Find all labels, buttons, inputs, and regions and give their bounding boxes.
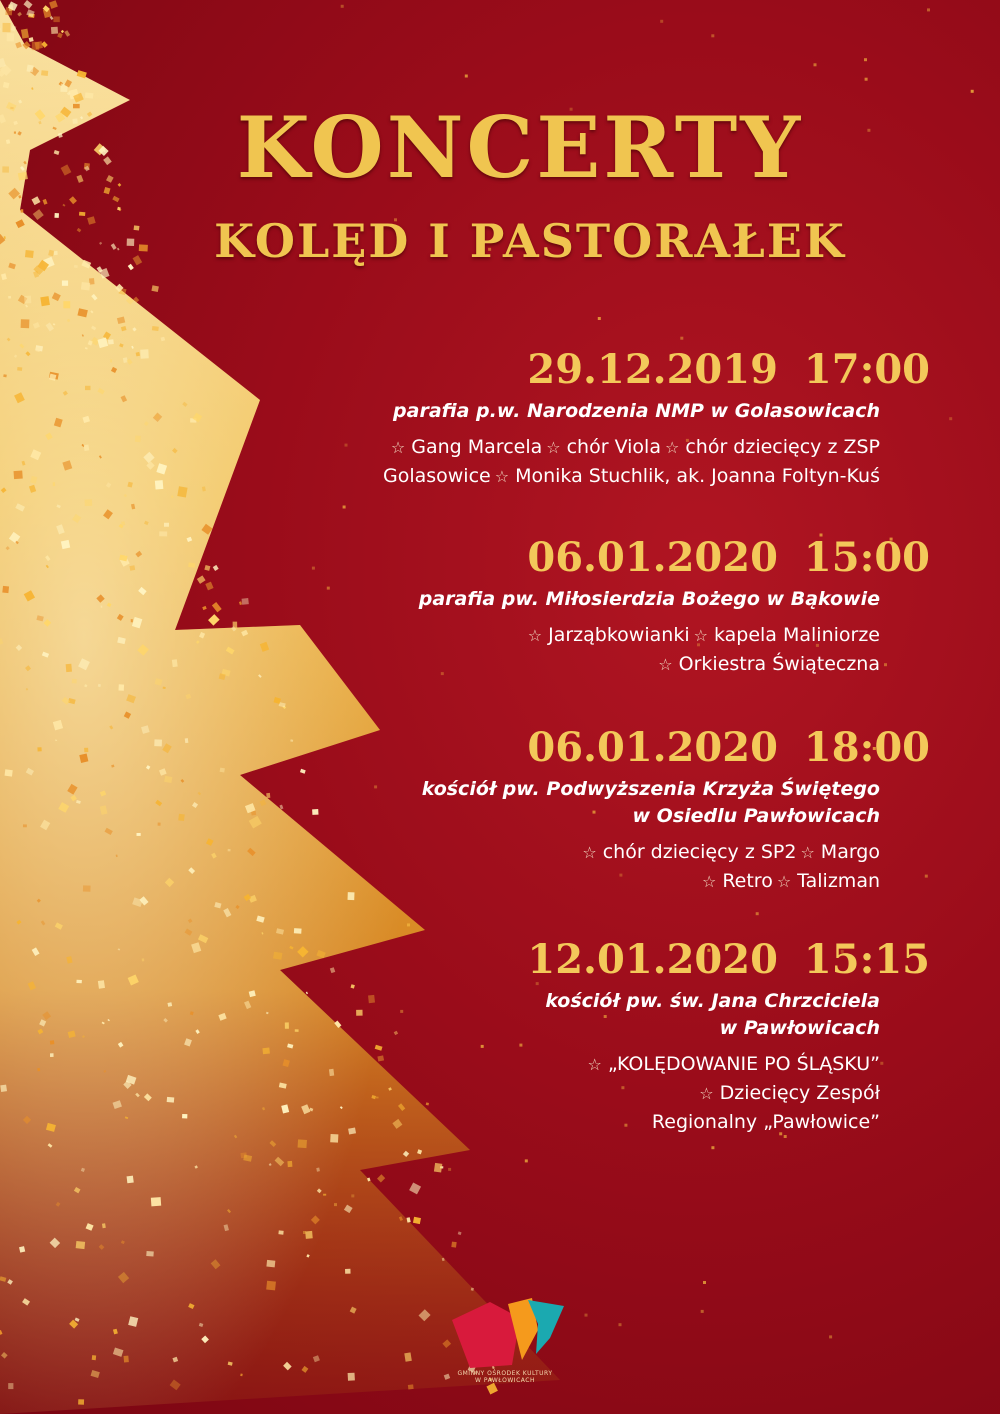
venue-line: parafia p.w. Narodzenia NMP w Golasowicach — [393, 400, 880, 422]
sparkle — [118, 684, 124, 690]
sparkle — [101, 606, 103, 608]
sparkle — [458, 1231, 462, 1235]
performer-name: Jarząbkowianki — [548, 624, 690, 646]
sparkle — [8, 1383, 13, 1389]
sparkle — [92, 1355, 96, 1360]
sparkle — [127, 1176, 134, 1184]
sparkle — [451, 1242, 456, 1248]
sparkle — [167, 1097, 175, 1103]
sparkle — [135, 436, 141, 443]
sparkle — [37, 747, 41, 751]
sparkle — [84, 445, 90, 451]
sparkle — [21, 29, 29, 39]
venue-line: kościół pw. Podwyższenia Krzyża Świętego — [421, 778, 880, 800]
sparkle — [43, 199, 48, 205]
confetti — [680, 337, 683, 340]
sparkle — [110, 359, 112, 362]
performer-line — [260, 1079, 880, 1108]
sparkle — [84, 748, 88, 753]
sparkle — [202, 606, 206, 610]
event-time: 15:00 — [803, 534, 930, 581]
sparkle — [83, 885, 91, 891]
sparkle — [21, 209, 24, 212]
sparkle — [266, 1260, 275, 1267]
sparkle — [155, 480, 164, 489]
event-date: 06.01.2020 — [527, 534, 778, 581]
sparkle — [287, 1161, 292, 1167]
confetti — [619, 1323, 622, 1326]
event-time: 17:00 — [803, 346, 930, 393]
performer-name: Retro — [722, 870, 773, 892]
confetti — [927, 8, 930, 11]
sparkle — [167, 1002, 172, 1007]
event-performers — [260, 1050, 880, 1136]
event-performers — [260, 621, 880, 679]
sparkle — [61, 540, 70, 549]
event-datetime — [260, 936, 930, 984]
confetti — [343, 506, 346, 509]
confetti — [880, 1062, 883, 1065]
event-venue — [260, 988, 880, 1042]
performer-line — [260, 838, 880, 867]
sparkle — [76, 1241, 86, 1249]
sparkle — [41, 70, 48, 76]
confetti — [465, 75, 468, 78]
confetti — [303, 1231, 306, 1234]
performer-name: „KOLĘDOWANIE PO ŚLĄSKU” — [607, 1053, 880, 1075]
sparkle — [63, 301, 70, 308]
event-time: 15:15 — [803, 936, 930, 983]
sparkle — [205, 582, 213, 591]
event-date: 12.01.2020 — [527, 936, 778, 983]
confetti — [407, 923, 410, 926]
sparkle — [66, 664, 72, 672]
confetti — [971, 90, 974, 93]
confetti — [814, 63, 817, 66]
sparkle — [177, 486, 187, 497]
event-time: 18:00 — [803, 724, 930, 771]
venue-line: w Pawłowicach — [719, 1017, 880, 1039]
confetti — [585, 1314, 588, 1317]
star-icon: ☆ — [390, 438, 406, 457]
sparkle — [23, 0, 32, 9]
sparkle — [53, 17, 59, 23]
confetti — [334, 1203, 337, 1206]
event-datetime — [260, 724, 930, 772]
star-icon: ☆ — [699, 1084, 714, 1103]
sparkle — [242, 598, 249, 605]
sparkle — [146, 1251, 154, 1256]
sparkle — [140, 349, 149, 358]
sparkle — [50, 1040, 55, 1044]
sparkle — [98, 980, 105, 989]
star-icon: ☆ — [664, 438, 680, 457]
star-icon: ☆ — [800, 843, 815, 862]
sparkle — [0, 1085, 7, 1092]
performer-line — [260, 1108, 880, 1136]
venue-line: w Osiedlu Pawłowicach — [632, 805, 880, 827]
sparkle — [129, 565, 135, 570]
performer-name: chór dziecięcy z SP2 — [602, 841, 797, 863]
sparkle — [27, 65, 34, 73]
sparkle — [266, 1281, 276, 1291]
confetti — [884, 663, 887, 666]
star-icon: ☆ — [701, 872, 717, 891]
sparkle — [413, 1217, 421, 1224]
star-icon: ☆ — [546, 438, 561, 457]
sparkle — [50, 1053, 54, 1057]
sparkle — [213, 565, 219, 571]
confetti — [829, 1335, 832, 1338]
sparkle — [163, 687, 166, 689]
confetti — [711, 1146, 714, 1149]
sparkle — [212, 602, 222, 612]
confetti — [598, 317, 601, 320]
performer-line — [260, 462, 880, 491]
sparkle — [131, 619, 133, 622]
sparkle — [377, 1174, 385, 1182]
performer-line — [260, 433, 880, 462]
sparkle — [78, 1399, 84, 1404]
confetti — [949, 417, 952, 420]
sparkle — [49, 0, 58, 9]
sparkle — [85, 499, 93, 506]
sparkle — [23, 824, 27, 827]
sparkle — [305, 1231, 313, 1239]
sparkle — [142, 958, 145, 961]
event-venue — [260, 398, 880, 425]
sparkle — [14, 471, 23, 480]
star-icon: ☆ — [527, 626, 543, 645]
performer-name: chór dziecięcy z ZSP — [685, 436, 880, 458]
performer-name: chór Viola — [566, 436, 661, 458]
performer-name: Monika Stuchlik, ak. Joanna Foltyn-Kuś — [515, 465, 880, 487]
confetti — [341, 5, 344, 8]
sparkle — [178, 814, 185, 821]
event-venue — [260, 586, 880, 613]
star-icon: ☆ — [693, 626, 708, 645]
sparkle — [228, 849, 231, 852]
sparkle — [298, 1139, 307, 1148]
sparkle — [5, 769, 13, 776]
sparkle — [108, 339, 114, 344]
event-datetime — [260, 534, 930, 582]
event-datetime — [260, 346, 930, 394]
sparkle — [8, 296, 11, 299]
performer-line — [260, 1050, 880, 1079]
event-3 — [260, 724, 930, 896]
event-date: 06.01.2020 — [527, 724, 778, 771]
sparkle — [51, 27, 58, 34]
confetti — [525, 1159, 528, 1162]
sparkle — [17, 367, 22, 371]
sparkle — [345, 1269, 351, 1274]
sparkle — [158, 823, 161, 826]
performer-name: Dziecięcy Zespół — [719, 1082, 880, 1104]
sparkle — [124, 1356, 129, 1363]
star-icon: ☆ — [582, 843, 597, 862]
sparkle — [164, 523, 169, 527]
sparkle — [24, 296, 31, 304]
sparkle — [409, 1183, 421, 1195]
sparkle — [17, 12, 22, 17]
sparkle — [185, 738, 189, 743]
sparkle — [404, 1352, 412, 1361]
sparkle — [151, 285, 158, 292]
sparkle — [40, 296, 50, 306]
confetti — [351, 1194, 354, 1197]
event-2 — [260, 534, 930, 679]
confetti — [701, 1310, 704, 1313]
sparkle — [159, 531, 167, 536]
logo-line-2: W PAWŁOWICACH — [475, 1377, 535, 1384]
sparkle — [323, 1194, 326, 1196]
performer-line — [260, 867, 880, 896]
sparkle — [278, 1230, 283, 1234]
event-performers — [260, 838, 880, 896]
sparkle — [294, 928, 302, 934]
performer-name: Margo — [820, 841, 880, 863]
sparkle — [348, 1373, 355, 1381]
event-4 — [260, 936, 930, 1136]
event-performers — [260, 433, 880, 491]
performer-line — [260, 621, 880, 650]
sparkle — [69, 196, 77, 204]
event-venue — [260, 776, 880, 830]
venue-line: parafia pw. Miłosierdzia Bożego w Bąkowie — [418, 588, 880, 610]
sparkle — [31, 196, 40, 205]
poster-subtitle: KOLĘD I PASTORAŁEK — [214, 214, 846, 268]
sparkle — [53, 482, 55, 486]
sparkle — [197, 575, 206, 583]
sparkle — [85, 386, 91, 390]
confetti — [660, 20, 663, 23]
performer-name: Talizman — [797, 870, 880, 892]
sparkle — [7, 33, 15, 41]
confetti — [703, 1281, 706, 1284]
sparkle — [76, 980, 81, 984]
sparkle — [64, 30, 70, 37]
event-1 — [260, 346, 930, 491]
sparkle — [72, 679, 77, 684]
confetti — [448, 1168, 451, 1171]
venue-line: kościół pw. św. Jana Chrzciciela — [545, 990, 880, 1012]
sparkle — [137, 833, 141, 836]
sparkle — [154, 739, 162, 746]
logo-line-1: GMINNY OŚRODEK KULTURY — [457, 1370, 553, 1377]
star-icon: ☆ — [494, 467, 510, 486]
poster-title: KONCERTY — [236, 98, 804, 197]
sparkle — [182, 1114, 187, 1118]
sparkle — [81, 282, 90, 290]
star-icon: ☆ — [587, 1055, 602, 1074]
sparkle — [204, 565, 210, 571]
performer-line — [260, 650, 880, 679]
sparkle — [408, 1384, 414, 1389]
logo-red-shape — [452, 1302, 520, 1368]
confetti — [756, 912, 759, 915]
performer-name: Regionalny „Pawłowice” — [651, 1111, 880, 1133]
sparkle — [434, 1163, 442, 1173]
performer-name: kapela Maliniorze — [713, 624, 880, 646]
performer-name: Golasowice — [382, 465, 491, 487]
sparkle — [164, 776, 172, 783]
sparkle — [152, 326, 159, 331]
sparkle — [220, 768, 225, 773]
confetti — [925, 875, 928, 878]
confetti — [864, 58, 867, 61]
sparkle — [208, 614, 220, 626]
sparkle — [61, 30, 64, 33]
confetti — [865, 78, 868, 81]
sparkle — [2, 586, 9, 593]
sparkle — [172, 659, 178, 667]
confetti — [711, 34, 714, 37]
performer-name: Gang Marcela — [411, 436, 543, 458]
star-icon: ☆ — [658, 655, 673, 674]
star-icon: ☆ — [776, 872, 792, 891]
performer-name: Orkiestra Świąteczna — [678, 653, 880, 675]
sparkle — [21, 319, 30, 328]
sparkle — [2, 23, 10, 32]
sparkle — [239, 601, 242, 605]
event-date: 29.12.2019 — [527, 346, 778, 393]
sparkle — [32, 42, 40, 51]
sparkle — [151, 1197, 161, 1206]
sparkle — [62, 281, 68, 286]
logo-caption — [440, 1370, 570, 1384]
sparkle — [29, 37, 34, 42]
sparkle — [62, 204, 65, 207]
sparkle — [188, 562, 195, 567]
